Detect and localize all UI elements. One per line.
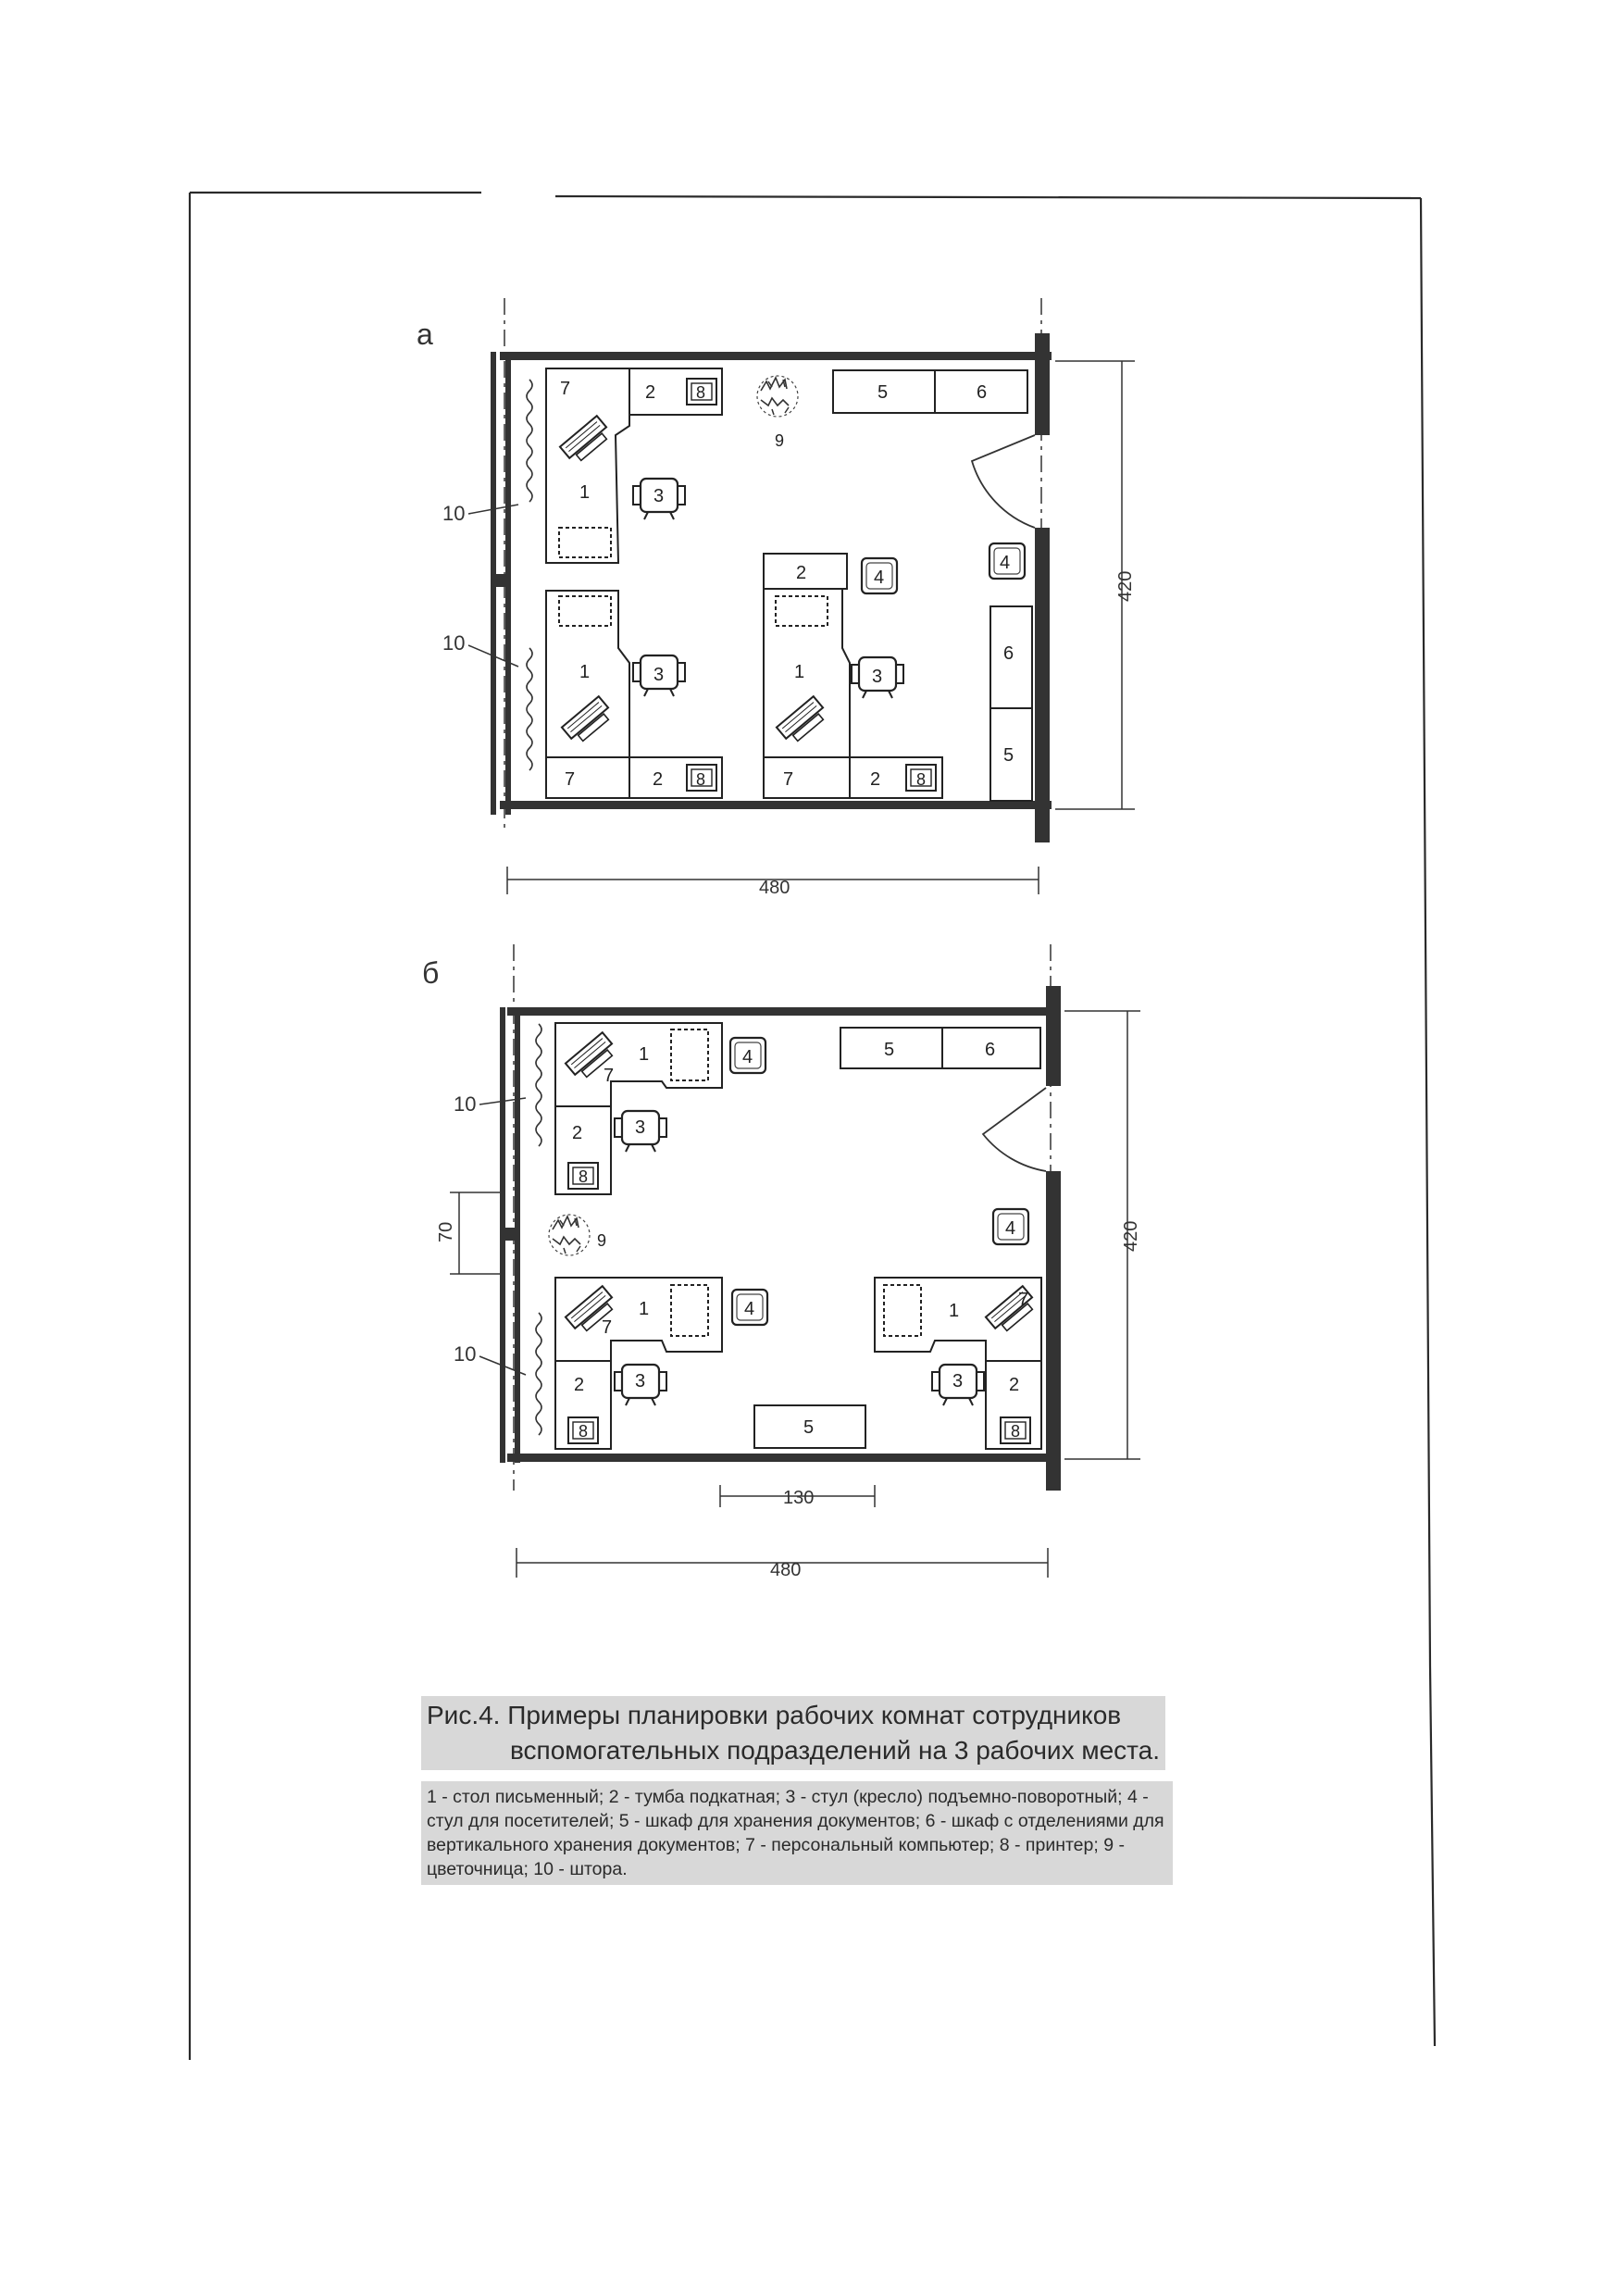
- plan-b-label-4b: 4: [1005, 1218, 1016, 1239]
- plan-a: [417, 298, 1136, 898]
- plan-a-label-3a: 3: [653, 486, 665, 506]
- plan-b-label-5top: 5: [884, 1040, 895, 1060]
- plan-b-label-3c: 3: [952, 1371, 964, 1391]
- plan-a-label-5top: 5: [877, 382, 889, 403]
- plan-b-label-1b: 1: [639, 1299, 650, 1319]
- plan-a-height-label: 420: [1115, 570, 1136, 602]
- plan-a-label-6r: 6: [1003, 643, 1014, 664]
- plan-a-label-3c: 3: [872, 667, 883, 687]
- plan-b-label-7c: 7: [1018, 1290, 1029, 1310]
- plan-b-label-2b: 2: [574, 1375, 585, 1395]
- plan-b-label-7b: 7: [602, 1317, 613, 1338]
- plan-b-label-8b: 8: [579, 1422, 589, 1441]
- plan-a-computer-1: [560, 416, 613, 465]
- plan-a-plant: [757, 376, 798, 417]
- plan-b-door: [983, 1088, 1046, 1171]
- plan-a-label-6top: 6: [977, 382, 988, 403]
- plan-a-cabinets-top: [833, 370, 1027, 413]
- plan-b-plant: [549, 1215, 590, 1255]
- plan-a-curtain-label-1: 10: [442, 502, 466, 525]
- plan-a-label-7c: 7: [783, 769, 794, 790]
- caption-title: [421, 1696, 1165, 1770]
- plan-a-label-2d: 2: [870, 769, 881, 790]
- plan-b-label-5b: 5: [803, 1417, 815, 1438]
- plan-b-label-1c: 1: [949, 1301, 960, 1321]
- plan-a-label-4b: 4: [1000, 553, 1011, 573]
- plan-a-label-8b: 8: [696, 770, 706, 789]
- plan-a-computer-2: [562, 696, 615, 745]
- plan-a-label-1a: 1: [579, 482, 591, 503]
- plan-b-dim-pier: [450, 1192, 500, 1274]
- plan-b-label-8a: 8: [579, 1167, 589, 1186]
- plan-a-label-2a: 2: [645, 382, 656, 403]
- plan-b-curtain-label-1: 10: [454, 1092, 477, 1116]
- plan-a-label-7b: 7: [565, 769, 576, 790]
- plan-a-label-8a: 8: [696, 383, 706, 402]
- plan-a-label-3b: 3: [653, 665, 665, 685]
- plan-b-width-label: 480: [770, 1560, 802, 1580]
- plan-b-height-label: 420: [1121, 1220, 1141, 1252]
- plan-a-cabinets-right: [990, 606, 1032, 801]
- plan-a-door: [972, 435, 1035, 528]
- plan-a-computer-3: [777, 696, 829, 745]
- plan-b-label-2a: 2: [572, 1123, 583, 1143]
- plan-a-label-1c: 1: [794, 662, 805, 682]
- plan-b-label-1a: 1: [639, 1044, 650, 1065]
- plan-a-label-2c: 2: [796, 563, 807, 583]
- plan-a-width-label: 480: [759, 878, 790, 898]
- legend-text: 1 - стол письменный; 2 - тумба подкатная; 3 - стул (кресло) подъемно-поворотный; 4 - стул для посетителей; 5 - шкаф для хранения документов; 6 - шкаф с отделениями для вертикального хранения документов; 7 - персональный компьютер; 8 - принтер; 9 - цветочница; 10 - штора.: [421, 1781, 1173, 1885]
- plan-b-label-9: 9: [597, 1231, 607, 1250]
- figure-caption: [421, 1696, 1199, 1885]
- caption-line-1: Рис.4. Примеры планировки рабочих комнат сотрудников: [427, 1701, 1122, 1729]
- plan-b-label-3a: 3: [635, 1117, 646, 1138]
- plan-b-label-4a: 4: [742, 1047, 753, 1067]
- plan-b-computer-3: [986, 1286, 1039, 1335]
- plan-a-label-8c: 8: [916, 770, 927, 789]
- plan-b-label-7a: 7: [604, 1066, 615, 1086]
- plan-b-label: б: [422, 956, 440, 990]
- plan-b-cabinet-dim-label: 130: [783, 1488, 815, 1508]
- plan-b-label-3b: 3: [635, 1371, 646, 1391]
- plan-b-label-4c: 4: [744, 1299, 755, 1319]
- plan-b-pier-label: 70: [436, 1221, 456, 1242]
- plan-a-label: а: [417, 318, 433, 351]
- plan-a-label-7a: 7: [560, 379, 571, 399]
- plan-b: [422, 944, 1141, 1580]
- plan-b-curtain-label-2: 10: [454, 1342, 477, 1366]
- plan-a-label-5r: 5: [1003, 745, 1014, 766]
- plan-a-label-2b: 2: [653, 769, 664, 790]
- plan-a-label-1b: 1: [579, 662, 591, 682]
- plan-b-cabinets-top: [840, 1028, 1040, 1068]
- plan-b-label-2c: 2: [1009, 1375, 1020, 1395]
- caption-line-2: вспомогательных подразделений на 3 рабочих места.: [510, 1736, 1161, 1765]
- plan-a-label-9: 9: [775, 431, 785, 450]
- plan-b-label-6top: 6: [985, 1040, 996, 1060]
- plan-a-workstation-3: [764, 554, 942, 798]
- plan-b-label-8c: 8: [1011, 1422, 1021, 1441]
- plan-a-label-4a: 4: [874, 568, 885, 588]
- plan-a-curtain-label-2: 10: [442, 631, 466, 655]
